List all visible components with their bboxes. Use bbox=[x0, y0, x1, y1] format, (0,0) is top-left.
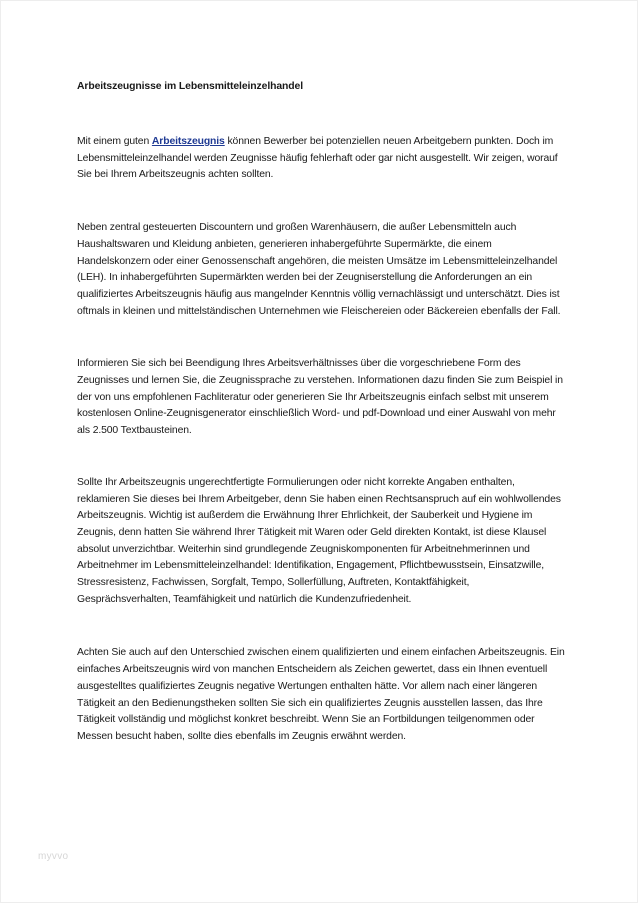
arbeitszeugnis-link[interactable]: Arbeitszeugnis bbox=[151, 136, 225, 147]
spacer bbox=[77, 94, 565, 134]
intro-paragraph bbox=[77, 134, 565, 184]
watermark: myvvo bbox=[38, 851, 69, 862]
paragraph-discounters: Neben zentral gesteuerten Discountern und großen Warenhäusern, die außer Lebensmitteln auch Haushaltswaren und Kleidung anbieten, generieren inhabergeführte Supermärkte, die einem Handelskonzern oder einer Genossenschaft angehören, die meisten Umsätze im Lebensmitteleinzelhandel (LEH). In inhabergeführten Supermärkten werden bei der Zeugniserstellung die Anforderungen an ein qualifiziertes Arbeitszeugnis häufig aus mangelnder Kenntnis völlig vernachlässigt und unterschätzt. Dies ist oftmals in kleinen und mittelständischen Unternehmen wie Fleischereien oder Bäckereien ebenfalls der Fall. bbox=[77, 222, 561, 317]
spacer bbox=[77, 184, 565, 220]
document-title: Arbeitszeugnisse im Lebensmitteleinzelhandel bbox=[77, 81, 303, 92]
intro-text-before-link: Mit einem guten bbox=[77, 136, 152, 147]
paragraph-reclaim: Sollte Ihr Arbeitszeugnis ungerechtfertigte Formulierungen oder nicht korrekte Angaben enthalten, reklamieren Sie dieses bei Ihrem Arbeitgeber, denn Sie haben einen Rechtsanspruch auf ein wohlwollendes Arbeitszeugnis. Wichtig ist außerdem die Erwähnung Ihrer Ehrlichkeit, der Sauberkeit und Hygiene im Zeugnis, denn hatten Sie während Ihrer Tätigkeit mit Waren oder Geld direkten Kontakt, ist diese Klausel absolut unverzichtbar. Weiterhin sind grundlegende Zeugniskomponenten für Arbeitnehmerinnen und Arbeitnehmer im Lebensmitteleinzelhandel: Identifikation, Engagement, Pflichtbewusstsein, Einsatzwille, Stressresistenz, Fachwissen, Sorgfalt, Tempo, Sollerfüllung, Auftreten, Kontaktfähigkeit, Gesprächsverhalten, Teamfähigkeit und natürlich die Kundenzufriedenheit. bbox=[77, 476, 561, 605]
paragraph-qualified: Achten Sie auch auf den Unterschied zwischen einem qualifizierten und einem einfachen Arbeitszeugnis. Ein einfaches Arbeitszeugnis wird von manchen Entscheidern als Zeichen gewertet, dass ein Ihnen eventuell ausgestelltes qualifiziertes Zeugnis negative Wertungen enthalten hätte. Vor allem nach einer längeren Tätigkeit an den Bedienungstheken sollten Sie sich ein qualifiziertes Zeugnis ausstellen lassen, das Ihre Tätigkeit vollständig und möglichst konkret beschreibt. Wenn Sie an Fortbildungen teilgenommen oder Messen besucht haben, sollte dies ebenfalls im Zeugnis erwähnt werden. bbox=[77, 647, 565, 742]
document-body bbox=[77, 79, 565, 746]
spacer bbox=[77, 440, 565, 475]
intro-text-after-link: können Bewerber bei potenziellen neuen Arbeitgebern punkten. Doch im Lebensmitteleinzelhandel werden Zeugnisse häufig fehlerhaft oder gar nicht ausgestellt. Wir zeigen, worauf Sie bei Ihrem Arbeitszeugnis achten sollten. bbox=[77, 136, 558, 181]
paragraph-inform: Informieren Sie sich bei Beendigung Ihres Arbeitsverhältnisses über die vorgeschriebene Form des Zeugnisses und lernen Sie, die Zeugnissprache zu verstehen. Informationen dazu finden Sie zum Beispiel in der von uns empfohlenen Fachliteratur oder generieren Sie Ihr Arbeitszeugnis einfach selbst mit unserem kostenlosen Online-Zeugnisgenerator einschließlich Word- und pdf-Download und einer Auswahl von mehr als 2.500 Textbausteinen. bbox=[77, 358, 563, 437]
spacer bbox=[77, 320, 565, 356]
spacer bbox=[77, 608, 565, 645]
